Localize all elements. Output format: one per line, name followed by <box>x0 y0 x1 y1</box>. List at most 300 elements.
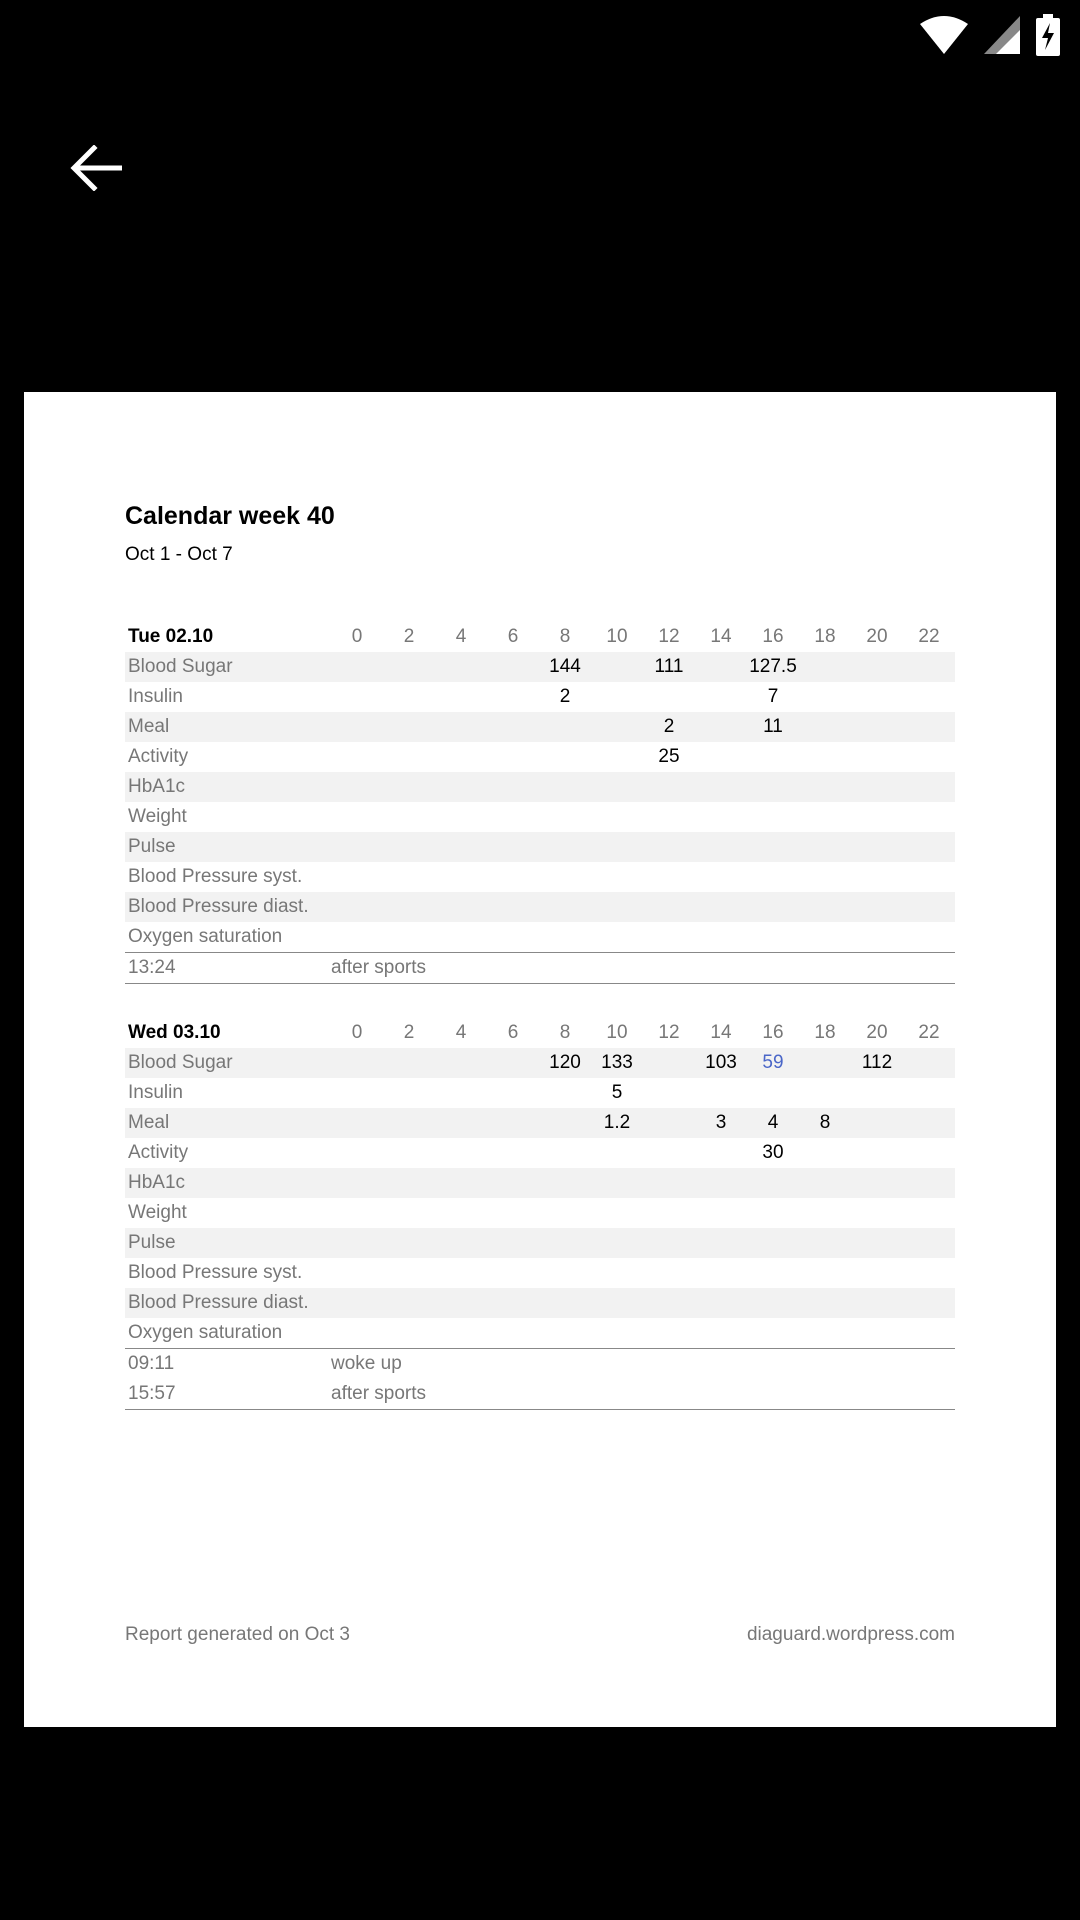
measurement-value <box>591 742 643 772</box>
table-row <box>125 682 955 712</box>
measurement-value <box>851 1228 903 1258</box>
measurement-value <box>331 1138 383 1168</box>
measurement-value <box>799 682 851 712</box>
measurement-value <box>539 1198 591 1228</box>
measurement-value <box>643 1168 695 1198</box>
measurement-value <box>903 1318 955 1348</box>
measurement-value <box>539 1318 591 1348</box>
measurement-value <box>383 652 435 682</box>
hour-label: 14 <box>710 626 732 647</box>
measurement-value: 1.2 <box>591 1108 643 1138</box>
measurement-value <box>747 922 799 952</box>
measurement-label: Blood Pressure diast. <box>125 1288 331 1318</box>
hour-label: 18 <box>814 626 836 647</box>
measurement-value <box>851 682 903 712</box>
measurement-value <box>331 1228 383 1258</box>
measurement-value <box>851 1078 903 1108</box>
measurement-value <box>695 922 747 952</box>
measurement-value <box>383 1198 435 1228</box>
measurement-value <box>435 1108 487 1138</box>
measurement-value <box>747 1228 799 1258</box>
hour-label: 12 <box>658 1022 680 1043</box>
measurement-value <box>747 1198 799 1228</box>
measurement-value <box>799 1258 851 1288</box>
measurement-value <box>591 892 643 922</box>
measurement-value <box>591 1288 643 1318</box>
measurement-value: 112 <box>851 1048 903 1078</box>
measurement-value <box>591 1138 643 1168</box>
measurement-label: Blood Pressure syst. <box>128 866 303 887</box>
measurement-value <box>487 1138 539 1168</box>
measurement-value <box>591 772 643 802</box>
measurement-value <box>851 1318 903 1348</box>
measurement-value <box>383 682 435 712</box>
measurement-value <box>903 1288 955 1318</box>
measurement-value <box>331 1108 383 1138</box>
measurement-label: Blood Sugar <box>125 1048 331 1078</box>
measurement-value <box>383 862 435 892</box>
measurement-value <box>331 802 383 832</box>
measurement-value <box>487 922 539 952</box>
measurement-value <box>435 712 487 742</box>
table-row <box>125 802 955 832</box>
measurement-value <box>903 1228 955 1258</box>
table-row <box>125 862 955 892</box>
measurement-value <box>799 802 851 832</box>
measurement-value <box>383 922 435 952</box>
measurement-value <box>383 1288 435 1318</box>
measurement-value <box>695 1228 747 1258</box>
hour-label: 22 <box>918 1022 940 1043</box>
hour-label: 18 <box>814 1022 836 1043</box>
measurement-label: Pulse <box>125 832 331 862</box>
measurement-value <box>591 1318 643 1348</box>
hour-label: 10 <box>606 626 628 647</box>
wifi-icon <box>920 16 968 54</box>
measurement-value <box>383 802 435 832</box>
table-row <box>125 922 955 952</box>
measurement-value <box>799 1138 851 1168</box>
measurement-value <box>487 712 539 742</box>
table-row <box>125 1318 955 1348</box>
hour-label: 8 <box>559 1022 571 1043</box>
measurement-value <box>695 682 747 712</box>
measurement-value <box>695 802 747 832</box>
day-table <box>125 1018 955 1348</box>
measurement-value <box>539 772 591 802</box>
measurement-value <box>487 682 539 712</box>
measurement-value <box>851 742 903 772</box>
measurement-value <box>331 712 383 742</box>
measurement-value <box>435 652 487 682</box>
measurement-value <box>747 832 799 862</box>
measurement-value <box>487 1288 539 1318</box>
measurement-value <box>643 1318 695 1348</box>
measurement-value <box>435 922 487 952</box>
measurement-label: Insulin <box>128 1082 183 1103</box>
measurement-value <box>435 1288 487 1318</box>
measurement-value <box>747 742 799 772</box>
measurement-value <box>331 772 383 802</box>
note-time: 09:11 <box>128 1353 175 1374</box>
measurement-value <box>695 1078 747 1108</box>
signal-icon <box>984 16 1020 54</box>
measurement-value <box>487 862 539 892</box>
note-text: woke up <box>331 1353 402 1374</box>
table-row <box>125 892 955 922</box>
measurement-value <box>851 862 903 892</box>
measurement-value <box>643 1228 695 1258</box>
measurement-value <box>643 682 695 712</box>
measurement-value <box>435 1228 487 1258</box>
hour-label: 4 <box>455 1022 467 1043</box>
measurement-value <box>435 1048 487 1078</box>
table-row <box>125 772 955 802</box>
measurement-value <box>851 802 903 832</box>
notes-table <box>125 1348 955 1410</box>
measurement-value <box>799 1198 851 1228</box>
measurement-value <box>695 652 747 682</box>
measurement-value <box>331 1258 383 1288</box>
measurement-value <box>747 1258 799 1288</box>
hour-label: 12 <box>658 626 680 647</box>
measurement-value <box>695 712 747 742</box>
measurement-label: Oxygen saturation <box>128 1322 283 1343</box>
measurement-value <box>331 1198 383 1228</box>
measurement-value <box>695 1258 747 1288</box>
measurement-value <box>383 1108 435 1138</box>
measurement-value <box>539 742 591 772</box>
measurement-value <box>903 682 955 712</box>
measurement-value <box>643 772 695 802</box>
measurement-value <box>435 1318 487 1348</box>
measurement-label: Meal <box>125 712 331 742</box>
measurement-value <box>591 1198 643 1228</box>
measurement-value <box>747 862 799 892</box>
measurement-label: HbA1c <box>125 772 331 802</box>
measurement-value <box>487 1198 539 1228</box>
measurement-value: 59 <box>747 1048 799 1078</box>
measurement-value <box>487 1078 539 1108</box>
measurement-value <box>487 652 539 682</box>
measurement-value <box>539 802 591 832</box>
table-row <box>125 1198 955 1228</box>
measurement-value <box>539 1168 591 1198</box>
measurement-value <box>591 1258 643 1288</box>
measurement-value: 4 <box>747 1108 799 1138</box>
measurement-value <box>643 1138 695 1168</box>
measurement-value <box>383 712 435 742</box>
measurement-value <box>487 1258 539 1288</box>
measurement-value <box>591 712 643 742</box>
measurement-value <box>799 742 851 772</box>
measurement-value: 127.5 <box>747 652 799 682</box>
day-header-row <box>125 622 955 652</box>
measurement-value <box>903 742 955 772</box>
measurement-value <box>643 1288 695 1318</box>
measurement-value <box>331 1048 383 1078</box>
table-row <box>125 1168 955 1198</box>
measurement-value <box>903 1168 955 1198</box>
measurement-label: Weight <box>128 806 187 827</box>
measurement-value <box>851 1168 903 1198</box>
measurement-value <box>799 862 851 892</box>
measurement-label: HbA1c <box>125 1168 331 1198</box>
table-row <box>125 1048 955 1078</box>
measurement-value: 7 <box>767 686 779 707</box>
measurement-value <box>851 1108 903 1138</box>
measurement-value <box>435 802 487 832</box>
measurement-value <box>435 1138 487 1168</box>
measurement-label: Pulse <box>125 1228 331 1258</box>
measurement-value <box>331 742 383 772</box>
table-row <box>125 1078 955 1108</box>
measurement-label: Activity <box>128 746 189 767</box>
measurement-value <box>695 1288 747 1318</box>
measurement-value <box>799 1078 851 1108</box>
note-time: 13:24 <box>128 957 176 978</box>
measurement-value <box>383 1048 435 1078</box>
hour-label: 16 <box>762 626 784 647</box>
day-date: Wed 03.10 <box>128 1022 221 1043</box>
measurement-value <box>331 1078 383 1108</box>
hour-label: 20 <box>866 626 888 647</box>
measurement-value <box>539 1228 591 1258</box>
measurement-value <box>435 1258 487 1288</box>
measurement-value <box>643 1108 695 1138</box>
note-row <box>125 1379 955 1410</box>
measurement-value <box>435 1078 487 1108</box>
arrow-left-icon <box>70 145 122 196</box>
measurement-value <box>539 832 591 862</box>
measurement-value <box>435 892 487 922</box>
measurement-value <box>903 1108 955 1138</box>
measurement-value <box>851 1288 903 1318</box>
measurement-value <box>695 742 747 772</box>
hour-label: 14 <box>710 1022 732 1043</box>
app-bar <box>0 70 1080 240</box>
measurement-value <box>747 802 799 832</box>
hour-label: 6 <box>507 1022 519 1043</box>
table-row <box>125 1138 955 1168</box>
measurement-value <box>643 922 695 952</box>
measurement-value <box>383 892 435 922</box>
measurement-value <box>903 1078 955 1108</box>
measurement-value <box>487 1048 539 1078</box>
measurement-value <box>799 1228 851 1258</box>
measurement-value <box>487 892 539 922</box>
measurement-value <box>435 862 487 892</box>
measurement-label: Meal <box>125 1108 331 1138</box>
measurement-value <box>383 832 435 862</box>
report-generated-note: Report generated on Oct 3 <box>125 1624 350 1645</box>
hour-label: 8 <box>559 626 571 647</box>
note-row <box>125 953 955 984</box>
measurement-value <box>695 1318 747 1348</box>
measurement-value <box>435 742 487 772</box>
measurement-value <box>903 802 955 832</box>
measurement-value <box>799 892 851 922</box>
measurement-value <box>383 1258 435 1288</box>
measurement-value <box>851 652 903 682</box>
measurement-value <box>539 712 591 742</box>
measurement-value: 3 <box>695 1108 747 1138</box>
measurement-value <box>591 832 643 862</box>
measurement-value <box>851 1198 903 1228</box>
measurement-value <box>487 832 539 862</box>
measurement-value <box>539 892 591 922</box>
report-title: Calendar week 40 <box>125 502 335 530</box>
measurement-value <box>435 832 487 862</box>
measurement-value <box>383 772 435 802</box>
measurement-label: Blood Pressure diast. <box>125 892 331 922</box>
table-row <box>125 712 955 742</box>
measurement-value <box>695 772 747 802</box>
hour-label: 2 <box>403 1022 415 1043</box>
measurement-value <box>383 1078 435 1108</box>
measurement-value <box>487 802 539 832</box>
measurement-value <box>747 1318 799 1348</box>
measurement-value <box>747 892 799 922</box>
measurement-value: 133 <box>591 1048 643 1078</box>
measurement-value <box>851 772 903 802</box>
measurement-value <box>591 922 643 952</box>
measurement-value: 2 <box>643 712 695 742</box>
status-bar <box>0 0 1080 70</box>
measurement-value <box>539 1138 591 1168</box>
measurement-value <box>383 1168 435 1198</box>
measurement-value <box>695 832 747 862</box>
table-row <box>125 742 955 772</box>
measurement-value <box>591 1228 643 1258</box>
measurement-value <box>539 1258 591 1288</box>
day-table <box>125 622 955 952</box>
measurement-value <box>747 772 799 802</box>
measurement-value <box>903 922 955 952</box>
table-row <box>125 1228 955 1258</box>
measurement-value <box>435 682 487 712</box>
note-text: after sports <box>331 957 427 978</box>
measurement-value <box>539 862 591 892</box>
measurement-value <box>851 832 903 862</box>
measurement-value <box>487 772 539 802</box>
measurement-value <box>331 1288 383 1318</box>
measurement-value <box>331 652 383 682</box>
note-time: 15:57 <box>128 1383 176 1404</box>
measurement-value <box>643 1048 695 1078</box>
measurement-value <box>903 862 955 892</box>
table-row <box>125 1288 955 1318</box>
measurement-value <box>383 1318 435 1348</box>
measurement-value <box>903 772 955 802</box>
hour-label: 0 <box>351 626 363 647</box>
measurement-label: Activity <box>128 1142 189 1163</box>
measurement-value <box>799 772 851 802</box>
measurement-label: Weight <box>128 1202 187 1223</box>
measurement-value <box>851 892 903 922</box>
measurement-value <box>799 652 851 682</box>
measurement-value <box>331 1318 383 1348</box>
measurement-value <box>591 652 643 682</box>
measurement-label: Blood Sugar <box>125 652 331 682</box>
measurement-value <box>591 1168 643 1198</box>
measurement-value <box>591 802 643 832</box>
measurement-value <box>747 1168 799 1198</box>
hour-label: 10 <box>606 1022 628 1043</box>
measurement-value <box>799 712 851 742</box>
measurement-value <box>487 1318 539 1348</box>
measurement-label: Blood Pressure syst. <box>128 1262 303 1283</box>
measurement-value <box>903 712 955 742</box>
report-page <box>24 392 1056 1727</box>
measurement-value <box>435 772 487 802</box>
measurement-value <box>851 1138 903 1168</box>
report-date-range: Oct 1 - Oct 7 <box>125 544 233 565</box>
measurement-value <box>903 892 955 922</box>
measurement-value <box>643 1258 695 1288</box>
measurement-value <box>643 802 695 832</box>
measurement-value <box>695 1138 747 1168</box>
table-row <box>125 1258 955 1288</box>
notes-table <box>125 952 955 984</box>
measurement-value <box>331 892 383 922</box>
measurement-value <box>591 862 643 892</box>
measurement-value <box>695 862 747 892</box>
measurement-value <box>487 1108 539 1138</box>
measurement-value <box>903 1048 955 1078</box>
note-row <box>125 1349 955 1380</box>
measurement-value: 25 <box>658 746 680 767</box>
measurement-value <box>331 1168 383 1198</box>
measurement-value <box>435 1168 487 1198</box>
measurement-value: 103 <box>695 1048 747 1078</box>
back-button[interactable] <box>56 130 136 210</box>
measurement-value <box>539 922 591 952</box>
table-row <box>125 652 955 682</box>
measurement-value <box>591 682 643 712</box>
measurement-value <box>851 922 903 952</box>
measurement-value <box>903 1258 955 1288</box>
measurement-value: 5 <box>611 1082 623 1103</box>
measurement-value <box>643 892 695 922</box>
battery-charging-icon <box>1036 14 1060 56</box>
measurement-value: 144 <box>539 652 591 682</box>
measurement-value <box>799 1168 851 1198</box>
report-website: diaguard.wordpress.com <box>746 1624 955 1645</box>
measurement-value <box>747 1288 799 1318</box>
measurement-value: 120 <box>539 1048 591 1078</box>
measurement-value <box>643 862 695 892</box>
measurement-value <box>539 1078 591 1108</box>
note-text: after sports <box>331 1383 427 1404</box>
measurement-value: 30 <box>762 1142 784 1163</box>
measurement-value <box>799 1288 851 1318</box>
measurement-value <box>331 832 383 862</box>
measurement-value: 2 <box>559 686 571 707</box>
measurement-value <box>903 1198 955 1228</box>
measurement-value <box>383 1138 435 1168</box>
measurement-value <box>487 1228 539 1258</box>
measurement-value <box>539 1108 591 1138</box>
hour-label: 6 <box>507 626 519 647</box>
day-header-row <box>125 1018 955 1048</box>
measurement-value <box>643 832 695 862</box>
measurement-value <box>799 832 851 862</box>
measurement-value <box>799 1048 851 1078</box>
measurement-value <box>851 712 903 742</box>
hour-label: 20 <box>866 1022 888 1043</box>
measurement-value <box>331 862 383 892</box>
